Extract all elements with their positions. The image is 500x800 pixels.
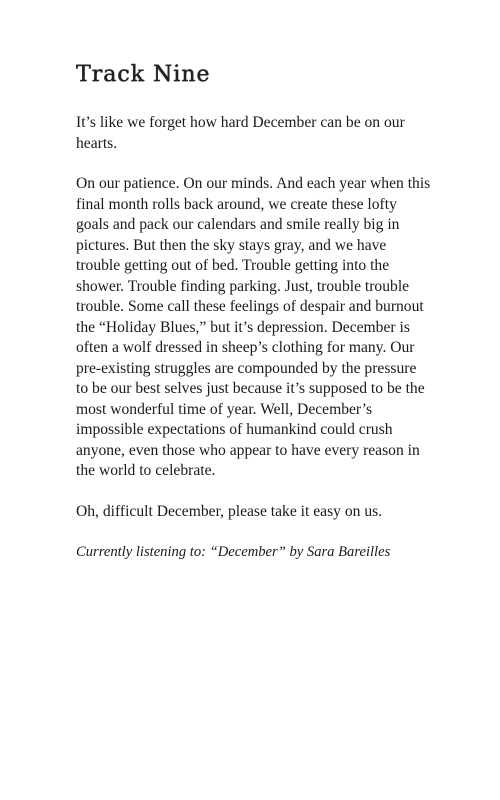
currently-listening-note: Currently listening to: “December” by Sara Bareilles <box>76 544 391 560</box>
closing-paragraph: Oh, difficult December, please take it easy on us. <box>76 502 383 520</box>
page-title: Track Nine <box>76 62 211 87</box>
body-paragraph: On our patience. On our minds. And each year when this final month rolls back around, we create these lofty goals and pack our calendars and smile really big in pictures. But then the sky stays gray, and we have trouble getting out of bed. Trouble getting into the shower. Trouble finding parking. Just, trouble trouble trouble. Some call these feelings of despair and burnout the “Holiday Blues,” but it’s depression. December is often a wolf dressed in sheep’s clothing for many. Our pre-existing struggles are compounded by the pressure to be our best selves just because it’s supposed to be the most wonderful time of year. Well, December’s impossible expectations of humankind could crush anyone, even those who appear to have every reason in the world to celebrate. <box>76 175 431 479</box>
intro-paragraph: It’s like we forget how hard December can be on our hearts. <box>76 114 405 152</box>
page-content <box>76 62 432 562</box>
